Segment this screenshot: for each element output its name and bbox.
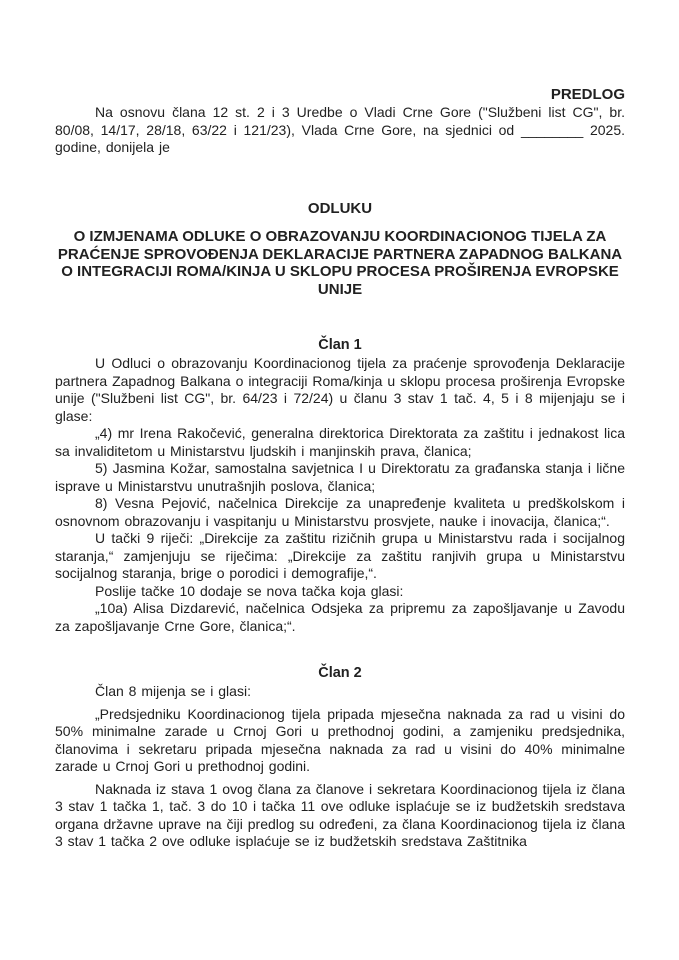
article-2-heading: Član 2 — [318, 665, 362, 681]
decision-subtitle: O IZMJENAMA ODLUKE O OBRAZOVANJU KOORDINACIONOG TIJELA ZA PRAĆENJE SPROVOĐENJA DEKLARACIJE PARTNERA ZAPADNOG BALKANA O INTEGRACIJI ROMA/KINJA U SKLOPU PROCESA PROŠIRENJA EVROPSKE UNIJE — [57, 228, 623, 298]
article-1-paragraph-6: Poslije tačke 10 dodaje se nova tačka koja glasi: — [95, 582, 404, 599]
article-1-paragraph-4: 8) Vesna Pejović, načelnica Direkcije za unapređenje kvaliteta u predškolskom i osnovnom obrazovanju i vaspitanju u Ministarstvu prosvjete, nauke i inovacija, članica;“. — [55, 495, 625, 529]
article-1-paragraph-7: „10a) Alisa Dizdarević, načelnica Odsjeka za pripremu za zapošljavanje u Zavodu za zapošljavanje Crne Gore, članica;“. — [55, 600, 625, 634]
article-1-paragraph-3: 5) Jasmina Kožar, samostalna savjetnica I u Direktoratu za građanska stanja i lične isprave u Ministarstvu unutrašnjih poslova, članica; — [55, 460, 625, 494]
article-2-paragraph-3: Naknada iz stava 1 ovog člana za članove i sekretara Koordinacionog tijela iz člana 3 stav 1 tačka 1, tač. 3 do 10 i tačka 11 ove odluke isplaćuje se iz budžetskih sredstava organa državne uprave na čiji predlog su određeni, za člana Koordinacionog tijela iz člana 3 stav 1 tačka 2 ove odluke isplaćuje se iz budžetskih sredstava Zaštitnika — [55, 780, 625, 849]
article-1-paragraph-1: U Odluci o obrazovanju Koordinacionog tijela za praćenje sprovođenja Deklaracije partnera Zapadnog Balkana o integraciji Roma/kinja u sklopu procesa proširenja Evropske unije ("Službeni list CG", br. 64/23 i 72/24) u članu 3 stav 1 tač. 4, 5 i 8 mijenjaju se i glase: — [55, 355, 625, 424]
article-2-paragraph-2: „Predsjedniku Koordinacionog tijela pripada mjesečna naknada za rad u visini do 50% minimalne zarade u Crnoj Gori u prethodnoj godini, a zamjeniku predsjednika, članovima i sekretaru pripada mjesečna naknada za rad u visini do 40% minimalne zarade u Crnoj Gori u prethodnoj godini. — [55, 705, 625, 774]
proposal-label: PREDLOG — [550, 86, 625, 103]
decision-title: ODLUKU — [307, 199, 373, 217]
article-1-paragraph-5: U tački 9 riječi: „Direkcije za zaštitu rizičnih grupa u Ministarstvu rada i socijalnog staranja,“ zamjenjuju se riječima: „Direkcije za zaštitu ranjivih grupa u Ministarstvu socijalnog staranja, brige o porodici i demografije,“. — [55, 530, 625, 581]
article-2-body — [55, 683, 625, 851]
article-1-heading: Član 1 — [318, 337, 362, 353]
article-1-body — [55, 355, 625, 635]
article-2-paragraph-1: Član 8 mijenja se i glasi: — [95, 683, 251, 699]
preamble-paragraph: Na osnovu člana 12 st. 2 i 3 Uredbe o Vladi Crne Gore ("Službeni list CG", br. 80/08, 14/17, 28/18, 63/22 i 121/23), Vlada Crne Gore, na sjednici od ________ 2025. godine, donijela je — [55, 104, 625, 155]
article-1-paragraph-2: „4) mr Irena Rakočević, generalna direktorica Direktorata za zaštitu i jednakost lica sa invaliditetom u Ministarstvu ljudskih i manjinskih prava, članica; — [55, 425, 625, 459]
